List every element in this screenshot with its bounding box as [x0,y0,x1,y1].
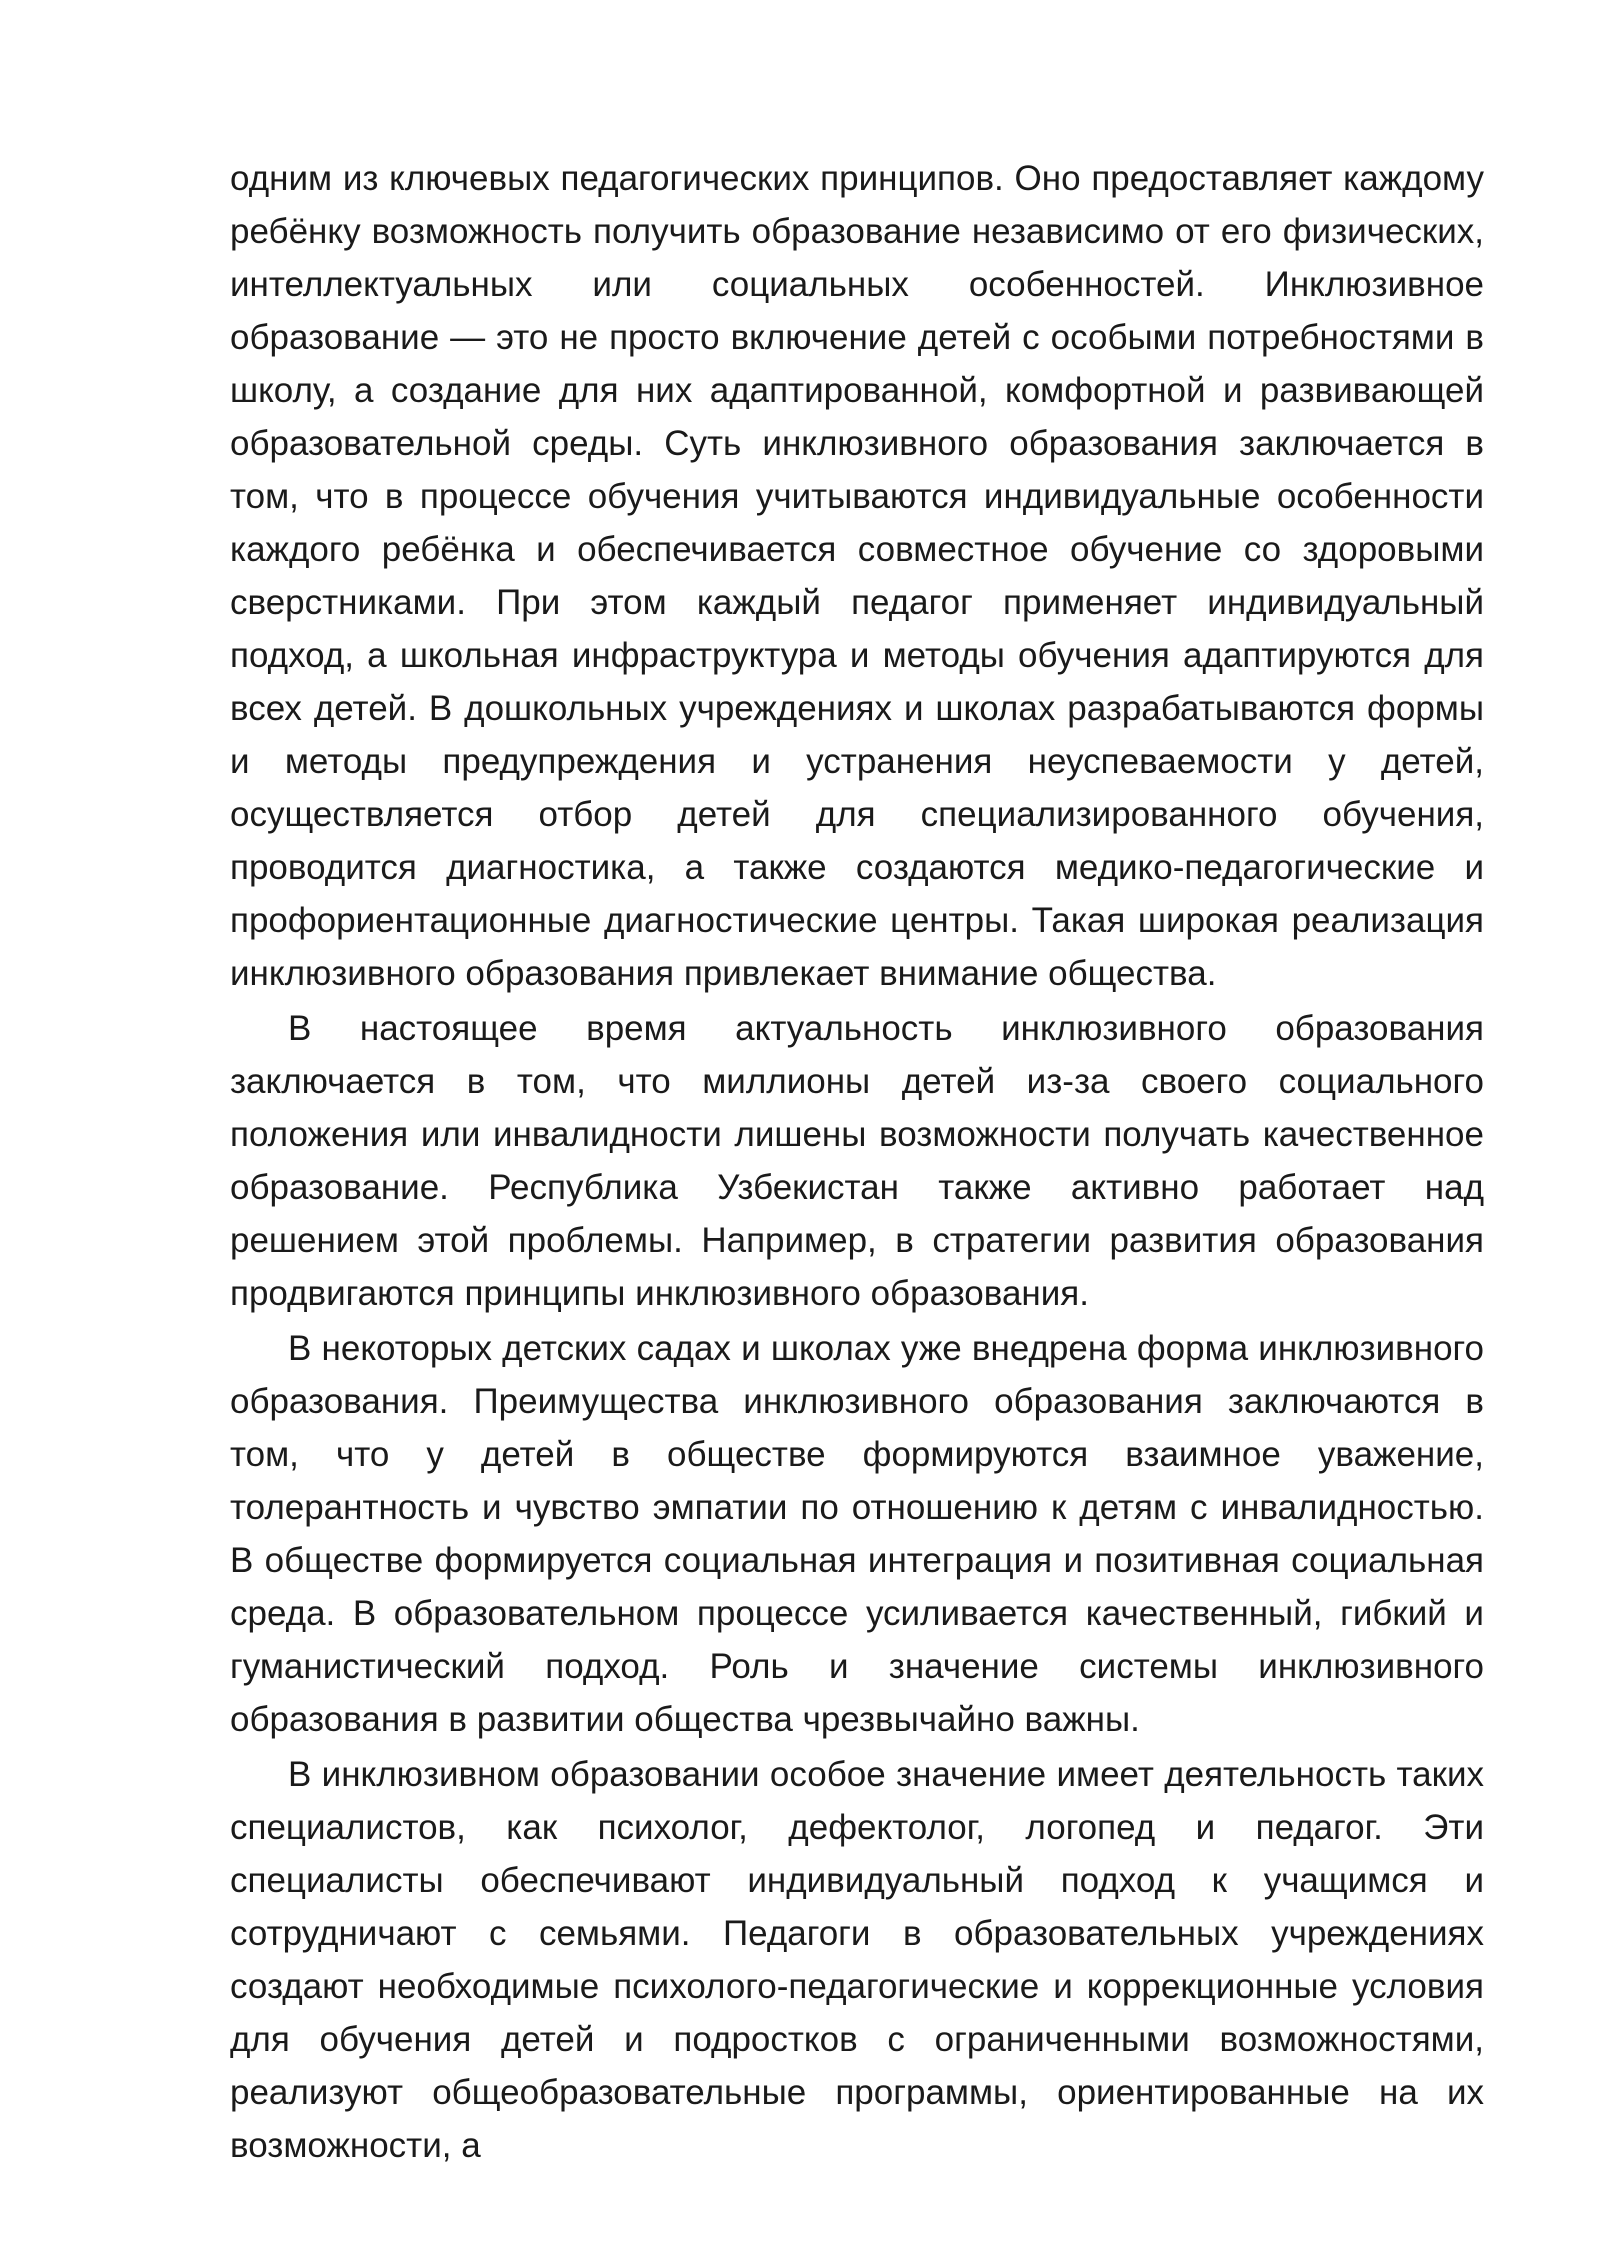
paragraph-relevance: В настоящее время актуальность инклюзивного образования заключается в том, что миллионы детей из-за своего социального положения или инвалидности лишены возможности получать качественное образование. Республика Узбекистан также активно работает над решением этой проблемы. Например, в стратегии развития образования продвигаются принципы инклюзивного образования. [230,1009,1484,1313]
paragraph-advantages: В некоторых детских садах и школах уже внедрена форма инклюзивного образования. Преимущества инклюзивного образования заключаются в том, что у детей в обществе формируются взаимное уважение, толерантность и чувство эмпатии по отношению к детям с инвалидностью. В обществе формируется социальная интеграция и позитивная социальная среда. В образовательном процессе усиливается качественный, гибкий и гуманистический подход. Роль и значение системы инклюзивного образования в развитии общества чрезвычайно важны. [230,1329,1484,1739]
paragraph-continuation: одним из ключевых педагогических принципов. Оно предоставляет каждому ребёнку возможность получить образование независимо от его физических, интеллектуальных или социальных особенностей. Инклюзивное образование — это не просто включение детей с особыми потребностями в школу, а создание для них адаптированной, комфортной и развивающей образовательной среды. Суть инклюзивного образования заключается в том, что в процессе обучения учитываются индивидуальные особенности каждого ребёнка и обеспечивается совместное обучение со здоровыми сверстниками. При этом каждый педагог применяет индивидуальный подход, а школьная инфраструктура и методы обучения адаптируются для всех детей. В дошкольных учреждениях и школах разрабатываются формы и методы предупреждения и устранения неуспеваемости у детей, осуществляется отбор детей для специализированного обучения, проводится диагностика, а также создаются медико-педагогические и профориентационные диагностические центры. Такая широкая реализация инклюзивного образования привлекает внимание общества. [230,159,1484,993]
document-body [230,152,1484,2172]
paragraph-specialists: В инклюзивном образовании особое значение имеет деятельность таких специалистов, как психолог, дефектолог, логопед и педагог. Эти специалисты обеспечивают индивидуальный подход к учащимся и сотрудничают с семьями. Педагоги в образовательных учреждениях создают необходимые психолого-педагогические и коррекционные условия для обучения детей и подростков с ограниченными возможностями, реализуют общеобразовательные программы, ориентированные на их возможности, а [230,1755,1484,2165]
